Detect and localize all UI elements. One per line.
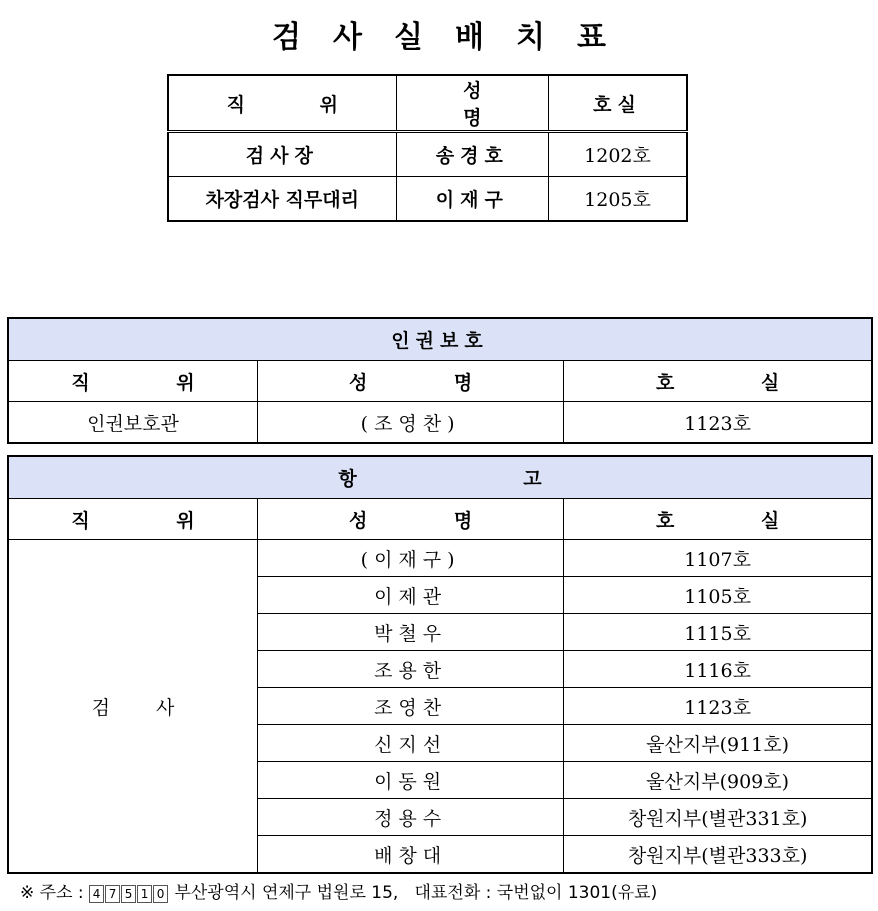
- cell-name: 조용한: [257, 651, 563, 688]
- cell-room: 1123호: [564, 402, 872, 444]
- zip-code: [89, 883, 169, 903]
- table-header-row: [8, 361, 872, 402]
- cell-name: 조영찬: [257, 688, 563, 725]
- header-room: 호 실: [564, 499, 872, 540]
- table-row: [168, 132, 687, 177]
- section-heading-row: [8, 456, 872, 499]
- header-name: 성 명: [257, 361, 563, 402]
- header-name: 성 명: [257, 499, 563, 540]
- cell-room: 1205호: [549, 177, 687, 222]
- table-header-row: [168, 75, 687, 132]
- cell-room: 울산지부(909호): [564, 762, 872, 799]
- zip-digit: 1: [137, 885, 152, 903]
- cell-position: 인권보호관: [8, 402, 257, 444]
- header-position: 직 위: [168, 75, 396, 132]
- zip-digit: 0: [153, 885, 168, 903]
- appeal-table: [7, 455, 873, 874]
- zip-digit: 7: [105, 885, 120, 903]
- cell-room: 울산지부(911호): [564, 725, 872, 762]
- footer-prefix: ※ 주소 :: [20, 883, 84, 903]
- table-row: [168, 177, 687, 222]
- zip-digit: 5: [121, 885, 136, 903]
- cell-position: 차장검사 직무대리: [168, 177, 396, 222]
- header-room: 호 실: [564, 361, 872, 402]
- section-heading: 인권보호: [8, 318, 872, 361]
- section-heading-row: [8, 318, 872, 361]
- cell-position: 검 사: [8, 540, 257, 874]
- cell-name: 송경호: [396, 132, 549, 177]
- cell-name: 이재구: [396, 177, 549, 222]
- human-rights-table: [7, 317, 873, 444]
- leadership-table: [167, 74, 688, 222]
- cell-room: 1115호: [564, 614, 872, 651]
- cell-name: 신지선: [257, 725, 563, 762]
- table-header-row: [8, 499, 872, 540]
- cell-room: 1107호: [564, 540, 872, 577]
- header-position: 직 위: [8, 361, 257, 402]
- header-name: 성 명: [396, 75, 549, 132]
- cell-room: 1116호: [564, 651, 872, 688]
- table-row: [8, 540, 872, 577]
- cell-room: 1123호: [564, 688, 872, 725]
- zip-digit: 4: [89, 885, 104, 903]
- footer-phone: 대표전화 : 국번없이 1301(유료): [414, 883, 658, 903]
- cell-room: 1202호: [549, 132, 687, 177]
- cell-name: 배창대: [257, 836, 563, 874]
- cell-room: 1105호: [564, 577, 872, 614]
- page-title: 검사실배치표: [272, 20, 638, 55]
- header-room: 호실: [549, 75, 687, 132]
- cell-name: 이동원: [257, 762, 563, 799]
- section-heading: 항 고: [8, 456, 872, 499]
- cell-name: (이재구): [257, 540, 563, 577]
- cell-position: 검사장: [168, 132, 396, 177]
- table-row: [8, 402, 872, 444]
- cell-room: 창원지부(별관331호): [564, 799, 872, 836]
- footer-address-text: 부산광역시 연제구 법원로 15,: [174, 883, 399, 903]
- footer-address: [20, 878, 870, 903]
- cell-room: 창원지부(별관333호): [564, 836, 872, 874]
- cell-name: 정용수: [257, 799, 563, 836]
- cell-name: 이제관: [257, 577, 563, 614]
- cell-name: 박철우: [257, 614, 563, 651]
- header-position: 직 위: [8, 499, 257, 540]
- cell-name: (조영찬): [257, 402, 563, 444]
